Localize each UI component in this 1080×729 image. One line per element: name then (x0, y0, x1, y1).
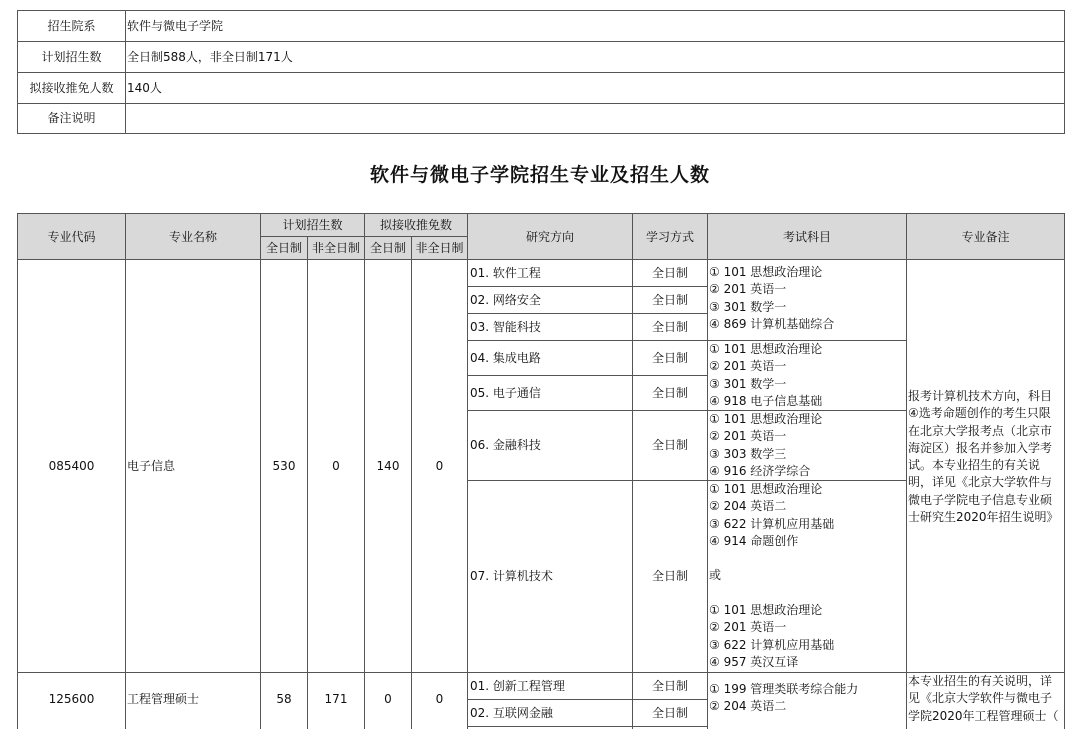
direction-item: 06. 金融科技 (470, 438, 541, 452)
direction-item: 02. 互联网金融 (470, 706, 553, 720)
header-exempt-parttime: 非全日制 (415, 241, 464, 255)
exam-subjects: ① 101 思想政治理论 ② 204 英语二 ③ 622 计算机应用基础 ④ 914 命题创作 或 ① 101 思想政治理论 ② 201 英语一 ③ 622 计算机应用基础 ④ 957 英汉互译 (709, 482, 835, 669)
header-direction: 研究方向 (525, 230, 574, 244)
row1-plan-parttime: 0 (332, 459, 340, 473)
row2-exempt-fulltime: 0 (384, 692, 392, 706)
row2-code: 125600 (48, 692, 95, 706)
direction-item: 02. 网络安全 (470, 293, 541, 307)
exam-subjects: ① 101 思想政治理论 ② 201 英语一 ③ 301 数学一 ④ 918 电子信息基础 (709, 342, 823, 408)
exempt-value: 140人 (127, 81, 162, 95)
direction-item: 05. 电子通信 (470, 386, 541, 400)
plan-value: 全日制588人，非全日制171人 (127, 50, 293, 64)
study-mode: 全日制 (651, 438, 688, 452)
page-title: 软件与微电子学院招生专业及招生人数 (369, 164, 710, 186)
study-mode: 全日制 (651, 706, 688, 720)
remark-label: 备注说明 (47, 111, 96, 125)
header-mode: 学习方式 (645, 230, 694, 244)
row1-exempt-fulltime: 140 (376, 459, 400, 473)
study-mode: 全日制 (651, 386, 688, 400)
study-mode: 全日制 (651, 351, 688, 365)
exam-subjects: ① 199 管理类联考综合能力 ② 204 英语二 (709, 682, 859, 714)
row1-code: 085400 (48, 459, 95, 473)
direction-item: 03. 智能科技 (470, 320, 541, 334)
study-mode: 全日制 (651, 569, 688, 583)
study-mode: 全日制 (651, 266, 688, 280)
exam-subjects: ① 101 思想政治理论 ② 201 英语一 ③ 301 数学一 ④ 869 计算机基础综合 (709, 265, 835, 331)
exam-subjects: ① 101 思想政治理论 ② 201 英语一 ③ 303 数学三 ④ 916 经济学综合 (709, 412, 823, 478)
header-exempt-fulltime: 全日制 (369, 241, 406, 255)
study-mode: 全日制 (651, 320, 688, 334)
header-code: 专业代码 (47, 230, 96, 244)
plan-label: 计划招生数 (41, 50, 102, 64)
row1-plan-fulltime: 530 (272, 459, 296, 473)
header-exempt: 拟接收推免数 (379, 218, 452, 232)
direction-item: 04. 集成电路 (470, 351, 541, 365)
direction-item: 07. 计算机技术 (470, 569, 553, 583)
header-exam: 考试科目 (782, 230, 831, 244)
header-plan-parttime: 非全日制 (311, 241, 360, 255)
row2-plan-parttime: 171 (324, 692, 348, 706)
header-plan: 计划招生数 (282, 218, 343, 232)
row2-plan-fulltime: 58 (276, 692, 292, 706)
major-note: 本专业招生的有关说明，详见《北京大学软件与微电子学院2020年工程管理硕士（ (908, 674, 1059, 723)
header-plan-fulltime: 全日制 (265, 241, 302, 255)
major-note: 报考计算机技术方向，科目④选考命题创作的考生只限在北京大学报考点（北京市海淀区）报名并参加入学考试。本专业招生的有关说明，详见《北京大学软件与微电子学院电子信息专业硕士研究生2020年招生说明》 (908, 389, 1059, 525)
row1-exempt-parttime: 0 (435, 459, 444, 473)
row1-name: 电子信息 (127, 459, 176, 473)
dept-label: 招生院系 (47, 19, 96, 33)
header-note: 专业备注 (961, 230, 1010, 244)
dept-value: 软件与微电子学院 (127, 19, 224, 33)
study-mode: 全日制 (651, 679, 688, 693)
row2-name: 工程管理硕士 (127, 692, 200, 706)
direction-item: 01. 软件工程 (470, 266, 541, 280)
exempt-label: 拟接收推免人数 (29, 81, 114, 95)
direction-item: 01. 创新工程管理 (470, 679, 565, 693)
row2-exempt-parttime: 0 (435, 692, 444, 706)
study-mode: 全日制 (651, 293, 688, 307)
header-name: 专业名称 (168, 230, 217, 244)
